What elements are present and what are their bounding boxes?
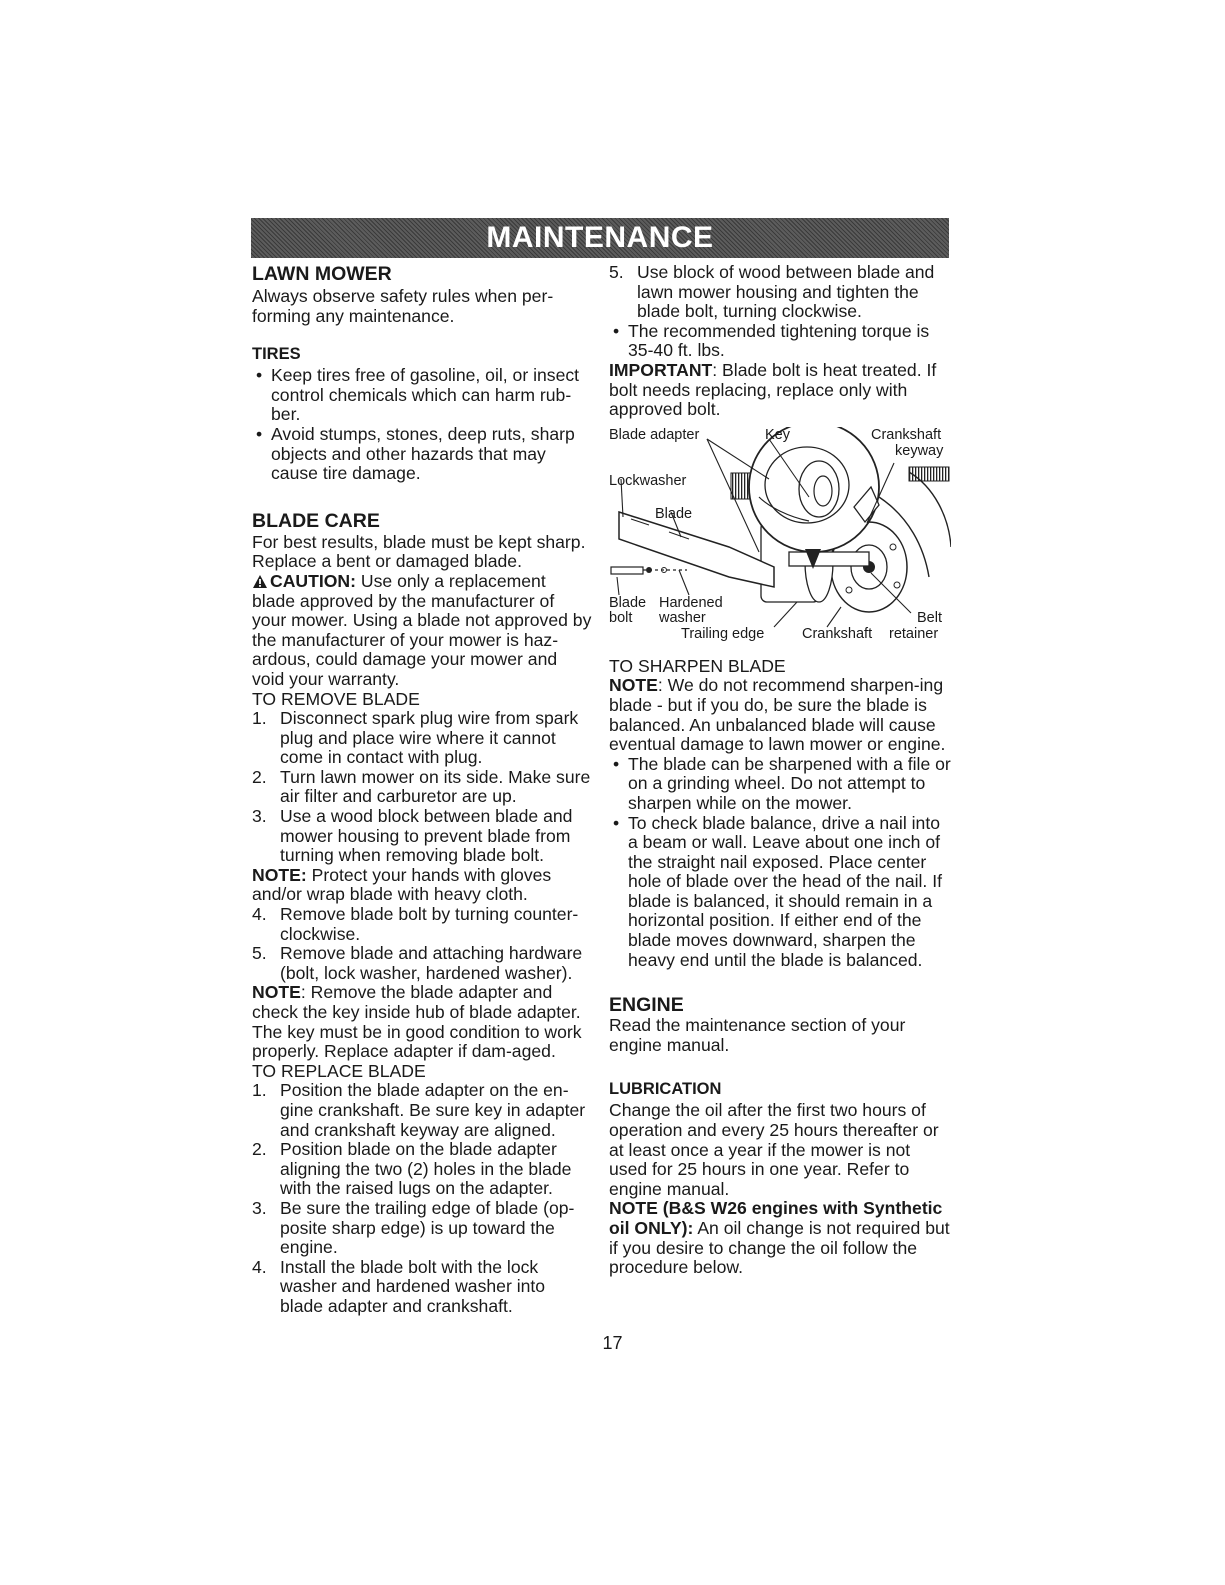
step-number: 4. [252,1256,267,1277]
list-item [252,944,592,983]
right-column [609,263,951,1278]
section-banner [251,218,949,258]
label-crankshaft: Crankshaft [802,625,873,642]
list-item [609,814,951,971]
note-text: Protect your hands with gloves and/or wrap blade with heavy cloth. [252,864,552,905]
step-number: 2. [252,766,267,787]
list-item [252,709,592,768]
remove-note-1 [252,866,592,905]
sharpen-note [609,676,951,754]
sharpen-heading: TO SHARPEN BLADE [609,655,786,676]
remove-blade-heading: TO REMOVE BLADE [252,688,420,709]
step-text: Remove blade and attaching hardware (bolt, lock washer, hardened washer). [280,943,583,983]
step-number: 2. [252,1139,267,1160]
lawn-mower-heading: LAWN MOWER [252,263,392,285]
warning-icon [252,574,268,589]
note-label: NOTE [252,982,301,1003]
step-text: Install the blade bolt with the lock washer and hardened washer into blade adapter and crankshaft. [280,1256,546,1316]
sharpen-bullet-2: To check blade balance, drive a nail into a beam or wall. Leave about one inch of the straight nail exposed. Place center hole of blade over the head of the nail. If blade is balanced, it should remain in a horizontal position. If either end of the blade moves downward, sharpen the heavy end until the blade is balanced. [628,812,942,970]
step-text: Remove blade bolt by turning counter-clockwise. [280,904,579,944]
step-text: Position blade on the blade adapter aligning the two (2) holes in the blade with the raised lugs on the adapter. [280,1139,572,1199]
step-number: 5. [252,943,267,964]
step-number: 1. [252,708,267,729]
list-item [252,1140,592,1199]
important-text: : Blade bolt is heat treated. If bolt needs replacing, replace only with approved bolt. [609,359,937,420]
bullet: • [613,320,620,341]
list-item [252,366,592,425]
label-lockwasher: Lockwasher [609,472,687,489]
left-column [252,263,592,1317]
caution-text: Use only a replacement blade approved by the manufacturer of your mower. Using a blade not approved by the manufacturer of your mower is haz-ardous, could damage your mower and void your warranty. [252,570,592,689]
list-item [252,1258,592,1317]
note-label: NOTE: [252,864,307,885]
list-item [609,322,951,361]
list-item [252,768,592,807]
label-key: Key [765,426,790,443]
list-item [252,807,592,866]
step-number: 1. [252,1080,267,1101]
page-title: MAINTENANCE [486,221,714,254]
bullet: • [256,365,263,386]
note-label: NOTE (B&S W26 engines with Synthetic oil ONLY): [609,1198,943,1238]
lubrication-text: Change the oil after the first two hours of operation and every 25 hours thereafter or at least once a year if the mower is not used for 25 hours in one year. Refer to engine manual. [609,1100,939,1199]
important-paragraph [609,361,951,420]
sharpen-bullet-1: The blade can be sharpened with a file or on a grinding wheel. Do not attempt to sharpen while on the mower. [628,753,951,813]
note-text: : We do not recommend sharpen-ing blade - but if you do, be sure the blade is balanced. An unbalanced blade will cause eventual damage to lawn mower or engine. [609,675,946,755]
list-item [252,425,592,484]
step-text: Use a wood block between blade and mower housing to prevent blade from turning when removing blade bolt. [280,806,573,866]
list-item [252,1199,592,1258]
tires-heading: TIRES [252,345,301,364]
lawn-mower-intro: Always observe safety rules when per-forming any maintenance. [252,286,554,326]
label-belt-retainer-2: retainer [889,625,939,642]
note-text: : Remove the blade adapter and check the key inside hub of blade adapter. The key must be in good condition to work properly. Replace adapter if dam-aged. [252,982,582,1062]
list-item [609,755,951,814]
blade-care-heading: BLADE CARE [252,509,380,532]
label-hardened-washer-2: washer [659,609,706,626]
bullet: • [613,753,620,774]
note-text: An oil change is not required but if you desire to change the oil follow the procedure below. [609,1218,950,1278]
label-crankshaft-keyway-1: Crankshaft [871,426,942,443]
label-blade-bolt-2: bolt [609,609,633,626]
label-blade-bolt-1: Blade [609,594,647,611]
tires-bullet-2: Avoid stumps, stones, deep ruts, sharp objects and other hazards that may cause tire damage. [271,423,575,484]
caution-label: CAUTION: [270,570,357,591]
replace-blade-heading: TO REPLACE BLADE [252,1060,426,1081]
step-text: Disconnect spark plug wire from spark plug and place wire where it cannot come in contact with plug. [280,708,579,768]
label-trailing-edge: Trailing edge [681,625,765,642]
label-crankshaft-keyway-2: keyway [895,442,944,459]
torque-bullet: The recommended tightening torque is 35-40 ft. lbs. [628,320,930,361]
engine-text: Read the maintenance section of your engine manual. [609,1015,906,1055]
list-item [252,1081,592,1140]
tires-bullet-1: Keep tires free of gasoline, oil, or insect control chemicals which can harm rub-ber. [271,365,580,425]
step-text: Be sure the trailing edge of blade (op-posite sharp edge) is up toward the engine. [280,1197,575,1258]
important-label: IMPORTANT [609,359,713,380]
label-hardened-washer-1: Hardened [659,594,723,611]
list-item [252,905,592,944]
step-text: Position the blade adapter on the en-gine crankshaft. Be sure key in adapter and crankshaft keyway are aligned. [280,1080,586,1140]
engine-heading: ENGINE [609,994,684,1017]
label-blade-adapter: Blade adapter [609,426,700,443]
step-number: 4. [252,904,267,925]
step-number: 3. [252,806,267,827]
bullet: • [256,423,263,444]
list-item [609,263,951,322]
step-text: Use block of wood between blade and lawn mower housing and tighten the blade bolt, turning clockwise. [637,262,935,322]
lubrication-note [609,1199,951,1277]
lubrication-heading: LUBRICATION [609,1080,722,1099]
remove-note-2 [252,983,592,1061]
caution-paragraph [252,572,592,690]
step-number: 5. [609,262,624,282]
step-text: Turn lawn mower on its side. Make sure air filter and carburetor are up. [280,766,591,807]
label-blade: Blade [655,505,693,522]
page-number: 17 [602,1333,623,1353]
note-label: NOTE [609,675,658,696]
blade-assembly-diagram [609,427,951,653]
bullet: • [613,812,620,833]
label-belt-retainer-1: Belt [917,609,942,626]
step-number: 3. [252,1197,267,1218]
blade-care-intro: For best results, blade must be kept sharp. Replace a bent or damaged blade. [252,531,586,572]
